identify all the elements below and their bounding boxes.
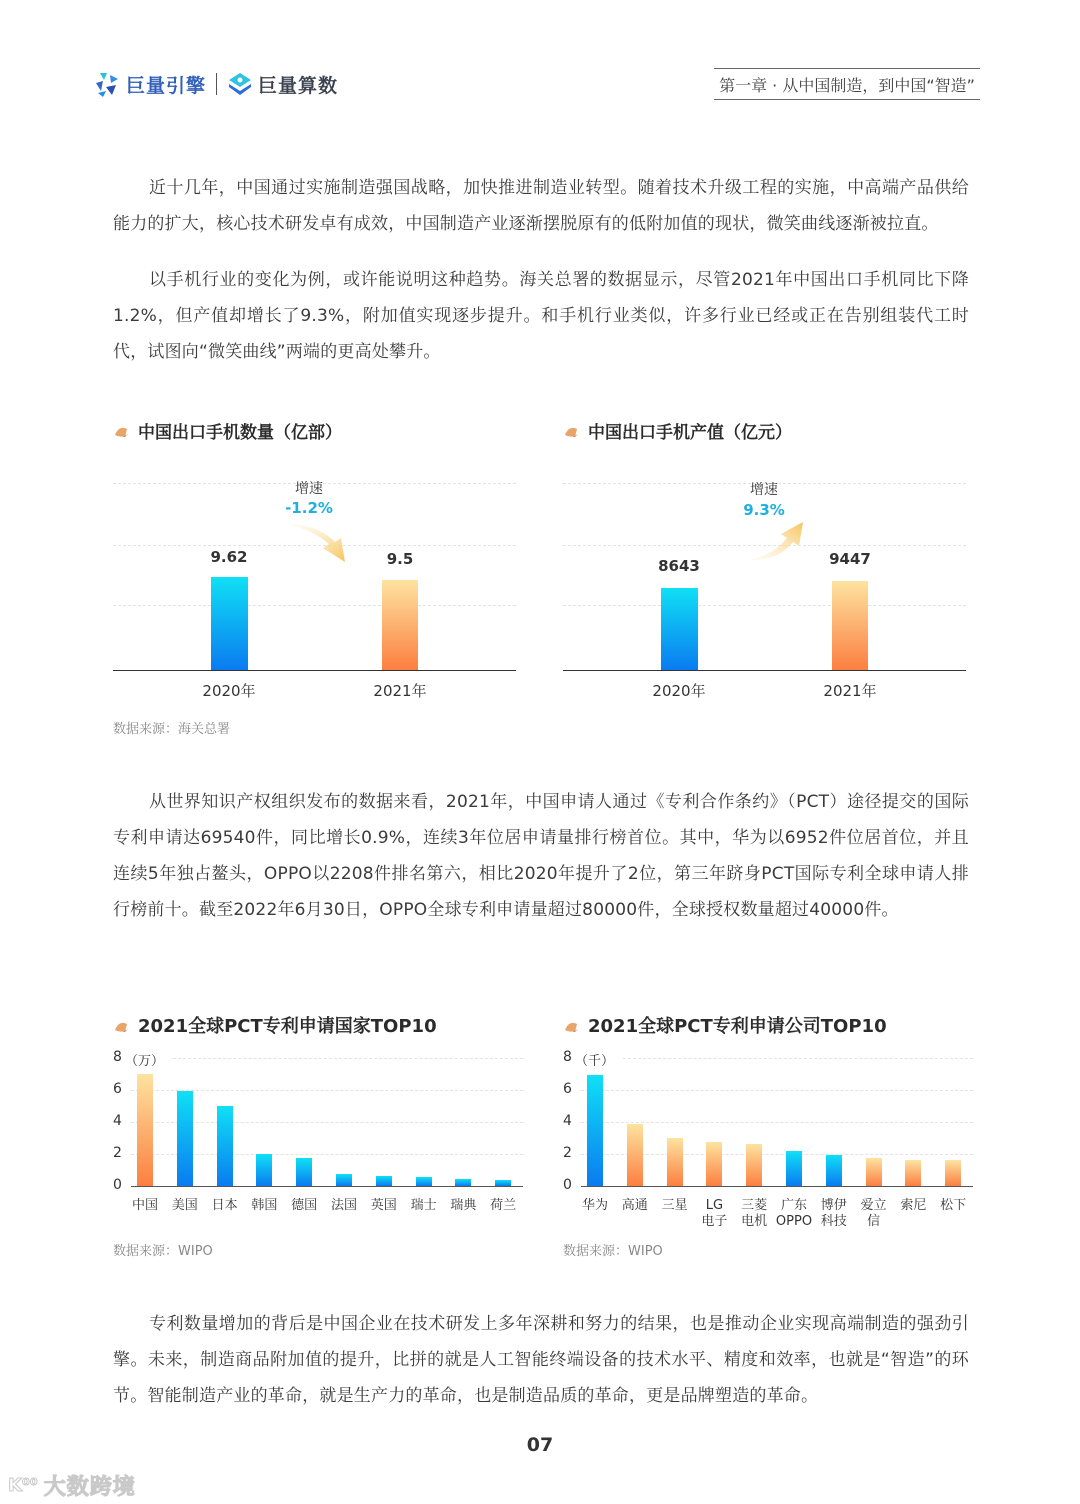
bar-6 xyxy=(376,1176,392,1186)
chart1-title-text: 中国出口手机数量（亿部） xyxy=(138,423,342,443)
bar-value-2021: 9447 xyxy=(829,550,871,568)
category-label: 三菱 电机 xyxy=(741,1198,768,1229)
logo-divider xyxy=(216,73,217,95)
y-tick: 8 xyxy=(563,1049,572,1065)
category-label: LG 电子 xyxy=(701,1198,728,1229)
up-arrow-icon xyxy=(743,518,813,563)
brand-logos xyxy=(92,68,338,100)
chart2-title xyxy=(563,418,792,443)
bar-8 xyxy=(905,1160,921,1186)
y-tick: 6 xyxy=(563,1081,572,1097)
category-label: 日本 xyxy=(211,1198,238,1213)
chart3-source: 数据来源：WIPO xyxy=(113,1244,213,1259)
logo2-text: 巨量算数 xyxy=(258,74,339,97)
bar-3 xyxy=(256,1154,272,1186)
bar-value-2021: 9.5 xyxy=(386,550,414,568)
paragraph-2: 以手机行业的变化为例，或许能说明这种趋势。海关总署的数据显示，尽管2021年中国出口手机同比下降1.2%，但产值却增长了9.3%，附加值实现逐步提升。和手机行业类似，许多行业已经或正在告别组装代工时代，试图向“微笑曲线”两端的更高处攀升。 xyxy=(113,270,969,362)
x-label-2021: 2021年 xyxy=(373,682,427,700)
grid-line xyxy=(581,1090,973,1091)
page-number: 07 xyxy=(526,1434,554,1456)
chart1-title xyxy=(113,418,342,443)
grid-line xyxy=(623,1058,973,1059)
bar-2 xyxy=(667,1138,683,1186)
category-label: 爱立 信 xyxy=(860,1198,887,1229)
chart2-title-text: 中国出口手机产值（亿元） xyxy=(588,423,792,443)
chart-title-icon xyxy=(113,1018,131,1032)
bar-4 xyxy=(746,1144,762,1186)
paragraph-4: 专利数量增加的背后是中国企业在技术研发上多年深耕和努力的结果，也是推动企业实现高端制造的强劲引擎。未来，制造商品附加值的提升，比拼的就是人工智能终端设备的技术水平、精度和效率，也就是“智造”的环节。智能制造产业的革命，就是生产力的革命，也是制造品质的革命，更是品牌塑造的革命。 xyxy=(113,1314,969,1406)
x-label-2020: 2020年 xyxy=(202,682,256,700)
bar-2021 xyxy=(832,581,868,670)
category-label: 荷兰 xyxy=(490,1198,517,1213)
bar-9 xyxy=(945,1160,961,1186)
y-tick: 4 xyxy=(563,1113,572,1129)
category-label: 松下 xyxy=(940,1198,967,1213)
suanshu-logo-icon xyxy=(227,71,253,97)
bar-4 xyxy=(296,1158,312,1186)
y-tick: 0 xyxy=(563,1177,572,1193)
bar-7 xyxy=(416,1177,432,1186)
category-label: 广东 OPPO xyxy=(775,1198,813,1229)
chapter-title: 第一章 · 从中国制造，到中国“智造” xyxy=(714,68,980,100)
chart4-plot xyxy=(563,1050,973,1230)
down-arrow-icon xyxy=(283,520,353,565)
y-unit: （万） xyxy=(125,1054,165,1069)
bar-1 xyxy=(177,1091,193,1186)
paragraph-3: 从世界知识产权组织发布的数据来看，2021年，中国申请人通过《专利合作条约》（PCT）途径提交的国际专利申请达69540件，同比增长0.9%，连续3年位居申请量排行榜首位。其中，华为以6952件位居首位，并且连续5年独占鳌头，OPPO以2208件排名第六，相比2020年提升了2位，第三年跻身PCT国际专利全球申请人排行榜前十。截至2022年6月30日，OPPO全球专利申请量超过80000件，全球授权数量超过40000件。 xyxy=(113,792,969,920)
grid-line xyxy=(173,1058,523,1059)
bar-8 xyxy=(455,1179,471,1186)
chart3-title-text: 2021全球PCT专利申请国家TOP10 xyxy=(138,1016,437,1037)
chart-title-icon xyxy=(113,424,131,438)
y-tick: 8 xyxy=(113,1049,122,1065)
watermark xyxy=(8,1470,136,1501)
chart-title-icon xyxy=(563,1018,581,1032)
bar-9 xyxy=(495,1180,511,1186)
bar-0 xyxy=(587,1075,603,1186)
chart3-title xyxy=(113,1012,437,1038)
y-tick: 2 xyxy=(563,1145,572,1161)
bar-6 xyxy=(826,1155,842,1186)
chart1-source: 数据来源：海关总署 xyxy=(113,722,231,737)
chart1-plot xyxy=(113,470,516,700)
category-label: 索尼 xyxy=(900,1198,927,1213)
chart2-plot xyxy=(563,470,966,700)
category-label: 博伊 科技 xyxy=(820,1198,847,1229)
oceanengine-logo-icon xyxy=(92,69,122,99)
category-label: 法国 xyxy=(330,1198,357,1213)
bar-2 xyxy=(217,1106,233,1186)
bar-value-2020: 8643 xyxy=(658,557,700,575)
category-label: 华为 xyxy=(581,1198,608,1213)
growth-value: 9.3% xyxy=(743,501,785,519)
chart4-source: 数据来源：WIPO xyxy=(563,1244,663,1259)
x-axis-line xyxy=(113,670,516,671)
page-header xyxy=(0,0,1080,120)
bar-2021 xyxy=(382,580,418,670)
y-unit: （千） xyxy=(575,1054,615,1069)
x-axis-line xyxy=(131,1186,523,1187)
chart4-title-text: 2021全球PCT专利申请公司TOP10 xyxy=(588,1016,887,1037)
category-label: 瑞典 xyxy=(450,1198,477,1213)
y-tick: 4 xyxy=(113,1113,122,1129)
bar-0 xyxy=(137,1074,153,1186)
category-label: 瑞士 xyxy=(410,1198,437,1213)
category-label: 中国 xyxy=(131,1198,158,1213)
category-label: 德国 xyxy=(291,1198,318,1213)
y-tick: 2 xyxy=(113,1145,122,1161)
category-label: 三星 xyxy=(661,1198,688,1213)
bar-5 xyxy=(786,1151,802,1186)
grid-line xyxy=(113,605,516,606)
y-tick: 0 xyxy=(113,1177,122,1193)
bar-2020 xyxy=(211,577,248,670)
bar-7 xyxy=(866,1158,882,1186)
watermark-logo-icon: K⁰⁰ xyxy=(8,1475,38,1496)
category-label: 高通 xyxy=(621,1198,648,1213)
x-label-2020: 2020年 xyxy=(652,682,706,700)
y-tick: 6 xyxy=(113,1081,122,1097)
growth-label: 增速 xyxy=(750,482,778,498)
grid-line xyxy=(563,605,966,606)
x-axis-line xyxy=(581,1186,973,1187)
category-label: 韩国 xyxy=(251,1198,278,1213)
category-label: 英国 xyxy=(370,1198,397,1213)
x-axis-line xyxy=(563,670,966,671)
growth-value: -1.2% xyxy=(285,499,333,517)
chart-title-icon xyxy=(563,424,581,438)
bar-1 xyxy=(627,1124,643,1186)
paragraph-1: 近十几年，中国通过实施制造强国战略，加快推进制造业转型。随着技术升级工程的实施，中高端产品供给能力的扩大，核心技术研发卓有成效，中国制造产业逐渐摆脱原有的低附加值的现状，微笑曲线逐渐被拉直。 xyxy=(113,178,969,234)
x-label-2021: 2021年 xyxy=(823,682,877,700)
bar-value-2020: 9.62 xyxy=(210,548,248,566)
bar-2020 xyxy=(661,588,698,670)
growth-label: 增速 xyxy=(295,481,323,497)
bar-5 xyxy=(336,1174,352,1186)
logo1-text: 巨量引擎 xyxy=(126,74,207,97)
bar-3 xyxy=(706,1142,722,1186)
chart4-title xyxy=(563,1012,887,1038)
chart3-plot xyxy=(113,1050,523,1230)
watermark-text: 大数跨境 xyxy=(43,1475,136,1500)
category-label: 美国 xyxy=(171,1198,198,1213)
